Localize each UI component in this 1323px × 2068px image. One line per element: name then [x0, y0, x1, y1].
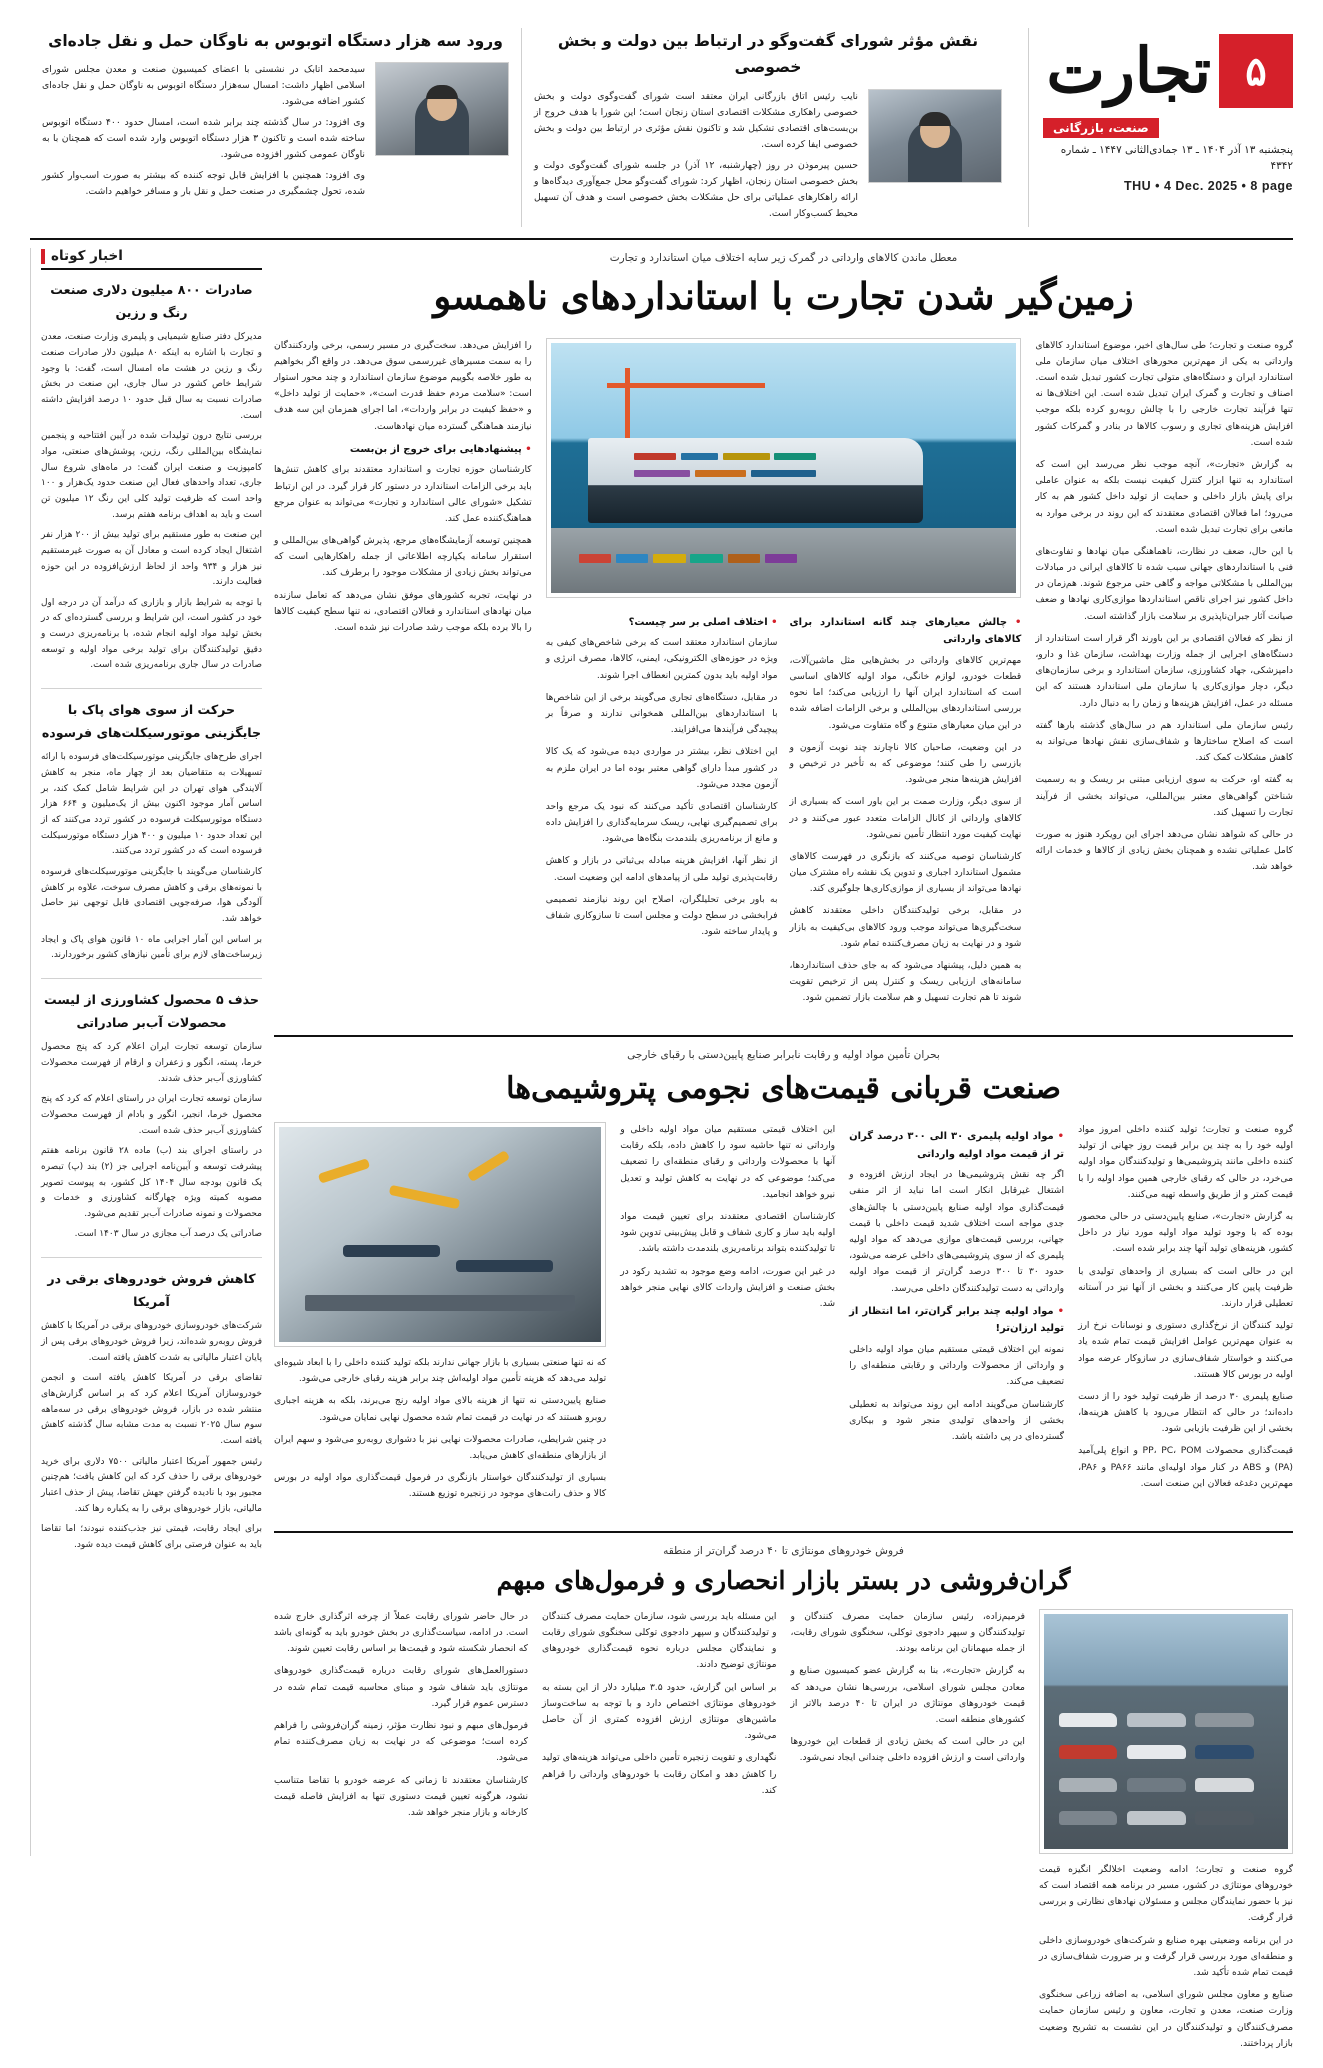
top-story-2-body: [534, 89, 1002, 227]
paragraph: گروه صنعت و تجارت؛ تولید کننده داخلی امروز مواد اولیه خود را به چند ین برابر قیمت روز جهانی از تولید کننده داخلی مانند پتروشیمی‌ها و تولیدکنندگان مواد اولیه می‌خرد، در حالی که رقبای خارجی همین مواد اولیه را با قیمت کمتر و از طریق واسطه تهیه می‌کنند.: [1078, 1124, 1293, 1200]
paragraph: وی افزود: در سال گذشته چند برابر شده است، امسال حدود ۴۰۰ دستگاه اتوبوس ساخته شده است و تاکنون ۳ هزار دستگاه اتوبوس وارد شده است که همچنان با به ناوگان عمومی کشور افزوده می‌شود.: [42, 117, 366, 161]
subhead: • چالش معیارهای چند گانه استاندارد برای کالاهای وارداتی: [790, 614, 1022, 649]
paragraph: در این وضعیت، صاحبان کالا ناچارند چند نوبت آزمون و بازرسی را طی کنند؛ موضوعی که به تأخیر در ترخیص و افزایش هزینه‌ها منجر می‌شود.: [789, 741, 1022, 786]
paragraph: از نظر آنها، افزایش هزینه مبادله بی‌ثباتی در بازار و کاهش رقابت‌پذیری تولید ملی از پیامدهای ادامه این وضعیت است.: [545, 855, 778, 883]
paragraph: به همین دلیل، پیشنهاد می‌شود که به جای حذف استانداردها، سامانه‌های ارزیابی ریسک و کنترل پس از ترخیص تقویت شوند تا هم تجارت تسهیل و هم سلامت بازار تضمین شود.: [789, 960, 1022, 1004]
brief-item[interactable]: [41, 699, 262, 964]
article-lead-kicker: معطل ماندن کالاهای وارداتی در گمرک زیر سایه اختلاف میان استاندارد و تجارت: [609, 252, 958, 264]
paragraph: به باور برخی تحلیلگران، اصلاح این روند نیازمند تصمیمی فرابخشی در سطح دولت و مجلس است تا سازوکاری شفاف و پایدار ساخته شود.: [545, 893, 778, 938]
top-story-2-title: نقش مؤثر شورای گفت‌وگو در ارتباط بین دولت و بخش خصوصی: [557, 32, 979, 77]
dateline-fa: پنجشنبه ۱۳ آذر ۱۴۰۴ ـ ۱۳ جمادی‌الثانی ۱۴۴۷ ـ شماره ۴۳۴۲: [1060, 144, 1293, 172]
paragraph: گروه صنعت و تجارت؛ طی سال‌های اخیر، موضوع استاندارد کالاهای وارداتی به یکی از مهم‌ترین محورهای اختلاف میان سازمان ملی استاندارد ایران و دستگاه‌های متولی تجارت کشور تبدیل شده است. اصناف و تجارت و گمرک ایران تبدیل شده است. این اختلاف‌ها نه تنها فرآیند تجارت خارجی را با چالش روبه‌رو کرده بلکه موجب افزایش هزینه‌های تجاری و رسوب کالاها در بنادر و گمرکات کشور شده است.: [1035, 339, 1293, 448]
article-3-headline: گران‌فروشی در بستر بازار انحصاری و فرمول‌های مبهم: [496, 1565, 1071, 1595]
column-center: [546, 338, 1022, 1013]
paragraph: در چنین شرایطی، صادرات محصولات نهایی نیز با دشواری روبه‌رو می‌شود و سهم ایران از بازارهای منطقه‌ای کاهش می‌یابد.: [274, 1433, 607, 1462]
paragraph: این در حالی است که بخش زیادی از قطعات این خودروها وارداتی است و ارزش افزوده داخلی چندانی ایجاد نمی‌شود.: [790, 1736, 1025, 1764]
masthead-rule: [30, 238, 1293, 240]
top-story-2-photo: [868, 89, 1002, 183]
article-divider: [274, 1035, 1293, 1037]
paragraph: اجرای طرح‌های جایگزینی موتورسیکلت‌های فرسوده با ارائه تسهیلات به متقاضیان بعد از چهار ماه، منجر به کاهش آلایندگی هوای تهران در این شرایط شامل کمک کند، بر اساس آمار موجود اکنون بیش از یک‌میلیون و ۶۶۴ هزار دستگاه موتورسیکلت فرسوده در کشور تردد می‌کنند که از این تعداد حدود ۱۰ میلیون و ۴۰۰ هزار دستگاه موتورسیکلت فرسوده است که در کشور تردد می‌کنند.: [41, 752, 262, 857]
top-story-1[interactable]: [30, 28, 522, 227]
paragraph: در غیر این صورت، ادامه وضع موجود به تشدید رکود در بخش صنعت و افزایش واردات کالای نهایی منجر خواهد شد.: [620, 1265, 836, 1309]
column-1: [1035, 338, 1293, 1013]
column-1: [1039, 1609, 1293, 2058]
article-3-figure: [1039, 1609, 1293, 1854]
top-story-1-title: ورود سه هزار دستگاه اتوبوس به ناوگان حمل و نقل جاده‌ای: [48, 32, 503, 50]
paragraph: نایب رئیس اتاق بازرگانی ایران معتقد است شورای گفت‌وگوی دولت و بخش خصوصی راهکاری مشکلات اقتصادی استان زنجان است؛ این شورا با هدف خروج از بن‌بست‌های اقتصادی تشکیل شد و تاکنون نقش مؤثری در ارتباط بین دولت و بخش خصوصی ایفا کرده است.: [534, 90, 858, 150]
brand-subrow: [1043, 118, 1293, 138]
paragraph: کارشناسان می‌گویند ادامه این روند می‌تواند به تعطیلی بخشی از واحدهای تولیدی منجر شود و بیکاری گسترده‌ای در پی داشته باشد.: [849, 1398, 1065, 1442]
paragraph: این اختلاف قیمتی مستقیم میان مواد اولیه داخلی و وارداتی نه تنها حاشیه سود را کاهش داده، بلکه رقابت آنها با محصولات وارداتی و رقبای منطقه‌ای را تضعیف می‌کند؛ موضوعی که در نهایت به کاهش تولید و تعدیل نیرو خواهد انجامید.: [620, 1124, 836, 1200]
paragraph: صنایع پلیمری ۳۰ درصد از ظرفیت تولید خود را از دست داده‌اند؛ در حالی که انتظار می‌رود با کاهش هزینه‌ها، بخشی از این ظرفیت بازیابی شود.: [1078, 1390, 1294, 1435]
article-petrochemical[interactable]: [274, 1049, 1293, 1519]
paragraph: کارشناسان حوزه تجارت و استاندارد معتقدند برای کاهش تنش‌ها باید برخی الزامات استاندارد در دستور کار قرار گیرد. در این ارتباط تشکیل «شورای عالی استاندارد و تجارت» می‌تواند به عنوان مرجع هماهنگ‌کننده عمل کند.: [274, 464, 532, 524]
paragraph: سازمان توسعه تجارت ایران اعلام کرد که پنج محصول خرما، پسته، انگور و زعفران و ارقام از فهرست محصولات کشاورزی آب‌بر حذف شدند.: [41, 1042, 262, 1084]
article-2-kicker: بحران تأمین مواد اولیه و رقابت نابرابر صنایع پایین‌دستی با رقبای خارجی: [627, 1048, 940, 1061]
paragraph: مدیرکل دفتر صنایع شیمیایی و پلیمری وزارت صنعت، معدن و تجارت با اشاره به اینکه ۸۰ میلیون دلار صادرات صنعت رنگ و رزین در هشت ماه امسال است، گفت: با وجود شرایط خاص کشور در سال جاری، این صنعت در بخش صادرات نسبت به سال قبل حدود ۱۰ درصد افزایش داشته است.: [41, 332, 262, 421]
paragraph: را افزایش می‌دهد. سخت‌گیری در مسیر رسمی، برخی واردکنندگان را به سمت مسیرهای غیررسمی سوق می‌دهد. در واقع اگر بخواهیم به طور خلاصه بگوییم موضوع سازمان استاندارد و چند محور استوار است: «سلامت مردم حفظ قدرت است»، «حمایت از تولید داخل» و «حفظ کیفیت در برابر واردات»، اما اجرای همزمان این سه هدف نیازمند هماهنگی گسترده میان نهادهاست.: [274, 339, 532, 432]
top-story-1-photo: [375, 62, 509, 156]
subhead: • اختلاف اصلی بر سر چیست؟: [546, 614, 778, 632]
page-number: ۵: [1219, 34, 1293, 108]
subhead: • مواد اولیه پلیمری ۳۰ الی ۳۰۰ درصد گران تر از قیمت مواد اولیه وارداتی: [849, 1128, 1064, 1163]
article-3-columns: [274, 1609, 1293, 2058]
column-2: [791, 1609, 1025, 2058]
paragraph: برای ایجاد رقابت، قیمتی نیز جذب‌کننده نبودند؛ اما تقاضا باید به عنوان فرصتی برای کاهش قیمت دیده شود.: [41, 1524, 262, 1550]
brief-title: حذف ۵ محصول کشاورزی از لیست محصولات آب‌بر صادراتی: [43, 991, 260, 1030]
paragraph: که نه تنها صنعتی بسیاری با بازار جهانی ندارند بلکه تولید کننده داخلی را با ابعاد شیوه‌ای تولید می‌دهد که هزینه تأمین مواد اولیه‌اش چند برابر هزینه رقبای خارجی می‌شود.: [274, 1357, 607, 1385]
content-area: [262, 248, 1294, 2049]
article-lead[interactable]: [274, 252, 1293, 1023]
paragraph: مهم‌ترین کالاهای وارداتی در بخش‌هایی مثل ماشین‌آلات، قطعات خودرو، لوازم خانگی، مواد اولیه کالاهای اساسی است که استاندارد ایران آنها را ارزیابی می‌کند؛ اما نحوه بررسی استانداردهای بین‌المللی و برخی الزامات اضافه شده در این میان معیارهای متنوع و گاه متفاوت می‌شود.: [789, 654, 1022, 731]
paragraph: وی افزود: همچنین با افزایش قابل توجه کننده که بیشتر به صورت اسب‌وار کشور شده، تحول چشمگیری در صنعت حمل و نقل بار و مسافر خواهیم داشت.: [42, 170, 365, 198]
column-3: [620, 1122, 835, 1509]
paragraph: کارشناسان توصیه می‌کنند که بازنگری در فهرست کالاهای مشمول استاندارد اجباری و تدوین یک نقشه راه مشترک میان نهادها می‌تواند از بسیاری از موازی‌کاری‌ها جلوگیری کند.: [789, 850, 1022, 895]
paragraph: در این برنامه وضعیتی بهره صنایع و شرکت‌های خودروسازی داخلی و منطقه‌ای مورد بررسی قرار گرفت و بر ضرورت شفاف‌سازی در قیمت تمام شده تأکید شد.: [1038, 1934, 1293, 1978]
article-cars[interactable]: [274, 1545, 1293, 2068]
paragraph: این مسئله باید بررسی شود، سازمان حمایت مصرف کنندگان و تولیدکنندگان و سپهر دادجوی توکلی سخنگوی شورای رقابت و نمایندگان مجلس درباره نحوه قیمت‌گذاری خودروهای مونتاژی توضیح دادند.: [542, 1610, 777, 1671]
paragraph: از نظر که فعالان اقتصادی بر این باورند اگر قرار است استاندارد از دستگاه‌های اجرایی از جمله وزارت بهداشت، سازمان غذا و دارو، دامپزشکی، جهاد کشاورزی، سازمان استاندارد و برخی سازمان‌های دیگر، دچار موازی‌کاری یا سازمان ملی استاندارد هستند که این مسئله در عمل، افزایش هزینه‌ها و زمان را به دنبال دارد.: [1035, 632, 1293, 709]
brand-block: [1043, 28, 1293, 195]
paragraph: این اختلاف نظر، بیشتر در مواردی دیده می‌شود که یک کالا در کشور مبدأ دارای گواهی معتبر بوده اما در ایران ملزم به آزمون مجدد می‌شود.: [545, 746, 778, 790]
brief-divider: [41, 978, 262, 979]
paragraph: رئیس سازمان ملی استاندارد هم در سال‌های گذشته بارها گفته است که اصلاح ساختارها و شفاف‌سازی نقش نهادها می‌تواند به کاهش مشکلات کمک کند.: [1035, 719, 1293, 764]
paragraph: فرمول‌های مبهم و نبود نظارت مؤثر، زمینه گران‌فروشی را فراهم کرده است؛ موضوعی که در نهایت به زیان مصرف‌کننده تمام می‌شود.: [274, 1719, 529, 1764]
column-2: [790, 608, 1022, 1013]
subhead: • پیشنهادهایی برای خروج از بن‌بست: [274, 441, 532, 459]
top-stories: [30, 28, 1029, 227]
subhead: • مواد اولیه چند برابر گران‌تر، اما انتظار از تولید ارزان‌تر!: [849, 1303, 1064, 1338]
paragraph: اگر چه نقش پتروشیمی‌ها در ایجاد ارزش افزوده و اشتغال غیرقابل انکار است اما نباید از اثر منفی قیمت‌گذاری مواد اولیه صنایع پایین‌دستی با چالش‌های جدی مواجه است اختلاف شدید قیمت داخلی با قیمت جهانی، بررسی قیمت‌های موازی می‌دهد که مواد اولیه پلیمری که از سوی پتروشیمی‌های داخلی عرضه می‌شود، حدود ۳۰ تا ۳۰۰ درصد گران‌تر از قیمت مواد اولیه وارداتی به دست تولیدکنندگان داخلی می‌رسد.: [849, 1169, 1065, 1294]
column-3: [542, 1609, 776, 2058]
paragraph: قیمت‌گذاری محصولات PP، PC، POM و انواع پلی‌آمید (PA) و ABS در کنار مواد اولیه‌ای مانند PA۶۶ و PA۶، مهم‌ترین دغدغه فعالان این صنعت است.: [1078, 1445, 1293, 1489]
paragraph: به گزارش «تجارت»، بنا به گزارش عضو کمیسیون صنایع و معادن مجلس شورای اسلامی، بررسی‌ها نشان می‌دهد که قیمت خودروهای مونتاژی در ایران تا ۴۰ درصد بالاتر از کشورهای منطقه است.: [790, 1665, 1025, 1725]
paragraph: بررسی نتایج درون تولیدات شده در آیین افتتاحیه و پنجمین نمایشگاه بین‌المللی رنگ، رزین، پوشش‌های صنعتی، مواد کامپوزیت و صنعت ایران گفت: در ماه‌های شروع سال جاری، تعداد واحدهای فعال این صنعت حدود یک‌هزار و ۱۰۰ واحد است که ظرفیت تولید کلی این رنگ ۱۲ میلیون تن است و باید به اهداف برنامه هفتم برسد.: [41, 431, 262, 520]
paragraph: در نهایت، تجربه کشورهای موفق نشان می‌دهد که تعامل سازنده میان نهادهای استاندارد و فعالان اقتصادی، نه تنها سطح کیفیت کالاها را بالا برده بلکه موجب رشد صادرات نیز شده است.: [274, 589, 532, 634]
paragraph: در مقابل، دستگاه‌های تجاری می‌گویند برخی از این شاخص‌ها با استانداردهای بین‌المللی همخوانی ندارند و صرفاً بر پیچیدگی فرآیندها می‌افزایند.: [545, 691, 778, 736]
paragraph: سازمان توسعه تجارت ایران در راستای اعلام که کرد که پنج محصول خرما، انجیر، انگور و بادام از فهرست محصولات کشاورزی آب‌بر حذف شده است.: [41, 1094, 262, 1136]
paragraph: نمونه این اختلاف قیمتی مستقیم میان مواد اولیه داخلی و وارداتی از محصولات وارداتی و رقابتی منطقه‌ای را تضعیف می‌کند.: [849, 1343, 1065, 1388]
paragraph: رئیس جمهور آمریکا اعتبار مالیاتی ۷۵۰۰ دلاری برای خرید خودروهای برقی را حذف کرد که این کاهش یافت؛ هم‌چنین مجبور بود با نادیده گرفتن جهش تقاضا، پیش از حذف اعتبار مالیاتی، بازار خودروهای برقی را به یکباره رها کند.: [41, 1456, 263, 1514]
paragraph: نگهداری و تقویت زنجیره تأمین داخلی می‌تواند هزینه‌های تولید را کاهش دهد و امکان رقابت با خودروهای وارداتی را فراهم کند.: [542, 1752, 777, 1796]
paragraph: فرمیم‌زاده، رئیس سازمان حمایت مصرف کنندگان و تولیدکنندگان و سپهر دادجوی توکلی، سخنگوی شورای رقابت، از جمله میهمانان این برنامه بودند.: [790, 1610, 1025, 1655]
column-4: [274, 1609, 528, 2058]
article-lead-columns: [274, 338, 1293, 1013]
brief-item[interactable]: [41, 1268, 262, 1554]
article-lead-headline: زمین‌گیر شدن تجارت با استانداردهای ناهمسو: [433, 274, 1134, 318]
paragraph: در حالی که شواهد نشان می‌دهد اجرای این رویکرد هنوز به صورت کامل عملیاتی نشده و همچنان بخش زیادی از کالاها و خدمات ارائه خواهد شد.: [1035, 828, 1293, 873]
article-divider: [274, 1531, 1293, 1533]
paragraph: سیدمحمد اتابک در نشستی با اعضای کمیسیون صنعت و معدن مجلس شورای اسلامی اظهار داشت: امسال سه‌هزار دستگاه اتوبوس به ناوگان حمل و نقل جاده‌ای کشور اضافه می‌شود.: [42, 64, 365, 108]
article-2-headline: صنعت قربانی قیمت‌های نجومی پتروشیمی‌ها: [506, 1070, 1061, 1106]
paragraph: حسین پیرموذن در روز (چهارشنبه، ۱۲ آذر) در جلسه شورای گفت‌وگوی دولت و بخش خصوصی استان زنجان، اظهار کرد: شورای گفت‌وگو محل جمع‌آوری دیدگاه‌ها و ارائه راهکارهای عملیاتی برای حل مشکلات بخش خصوصی است و هدف آن تسهیل محیط کسب‌وکار است.: [534, 159, 859, 219]
paragraph: صادراتی یک درصد آب مجازی در سال ۱۴۰۳ است.: [74, 1229, 262, 1240]
column-2: [849, 1122, 1064, 1509]
paragraph: در مقابل، برخی تولیدکنندگان داخلی معتقدند کاهش سخت‌گیری‌ها می‌تواند موجب ورود کالاهای بی‌کیفیت به بازار شود و در نهایت به زیان مصرف‌کننده تمام شود.: [789, 905, 1022, 949]
top-story-1-text: [42, 62, 365, 205]
masthead: [30, 28, 1293, 228]
paragraph: بر اساس این آمار اجرایی ماه ۱۰ قانون هوای پاک و ایجاد زیرساخت‌های لازم برای تأمین نیازهای کشور برخوردارند.: [41, 934, 262, 961]
paragraph: تولید کنندگان از نرخ‌گذاری دستوری و نوسانات نرخ ارز به عنوان مهم‌ترین عوامل افزایش قیمت تمام شده یاد می‌کنند و خواستار شفاف‌سازی در سازوکار عرضه مواد اولیه در بورس کالا هستند.: [1078, 1320, 1293, 1380]
paragraph: به گزارش «تجارت»، آنچه موجب نظر می‌رسد این است که استاندارد به تنها ابزار کنترل کیفیت نیست بلکه به عنوان عاملی برای پایش بازار داخلی و حمایت از تولید داخل کشور هم به کار می‌رود؛ اما فعالان اقتصادی معتقدند که این روند در برخی موارد به مانعی برای تجارت تبدیل شده است.: [1035, 458, 1293, 535]
paragraph: گروه صنعت و تجارت؛ ادامه وضعیت اخلالگر انگیزه قیمت خودروهای مونتاژی در کشور، مسیر در برنامه همه اقتصاد است که نیز با حضور نمایندگان مجلس و مسئولان نهادهای نظارتی و بررسی قرار گرفت.: [1038, 1863, 1293, 1924]
paragraph: صنایع پایین‌دستی نه تنها از هزینه بالای مواد اولیه رنج می‌برند، بلکه به هزینه اجباری روبرو هستند که در نهایت در قیمت تمام شده محصول نهایی نمایان می‌شود.: [274, 1395, 607, 1423]
port-photo: [551, 343, 1017, 593]
publication-logo: تجارت: [1046, 34, 1211, 107]
column-4: [274, 338, 532, 1013]
paragraph: بر اساس این گزارش، حدود ۳.۵ میلیارد دلار از این بسته به خودروهای مونتاژی اختصاص دارد و با توجه به ساخت‌وساز ماشین‌های مونتاژی ارزش افزوده کمتری از آن حاصل می‌شود.: [542, 1681, 777, 1742]
paragraph: به گزارش «تجارت»، صنایع پایین‌دستی در حالی محصور بوده که با وجود تولید مواد اولیه مورد نیاز در داخل کشور، هزینه‌های تولید آنها چند برابر شده است.: [1078, 1211, 1293, 1255]
paragraph: با این حال، ضعف در نظارت، ناهماهنگی میان نهادها و تفاوت‌های فنی با استانداردهای جهانی سبب شده تا کالاهای ایرانی در مبادلات بین‌المللی با مشکلاتی مواجه و گاهی حتی مرجوع شوند. هم‌زمان در داخل کشور نیز اجرای ناقص استانداردها موازی‌کاری نهادها و ضعف صیانت آثار جبران‌ناپذیری بر سلامت بازار گذاشته است.: [1035, 545, 1293, 622]
paragraph: این صنعت به طور مستقیم برای تولید بیش از ۲۰۰ هزار نفر اشتغال ایجاد کرده است و معادل آن به صورت غیرمستقیم نیز هزار و ۹۳۴ واحد از لحاظ ارزش‌افزوده در این حوزه فعالیت دارند.: [41, 530, 262, 588]
paragraph: به گفته او، حرکت به سوی ارزیابی مبتنی بر ریسک و به رسمیت شناختن گواهی‌های معتبر بین‌المللی، می‌تواند بخشی از فرآیند تجارت را تسهیل کند.: [1035, 774, 1293, 818]
accent-bar-icon: [41, 249, 45, 264]
top-story-2-text: [534, 89, 858, 227]
paragraph: تقاضای برقی در آمریکا کاهش یافته است و انجمن خودروسازان آمریکا اعلام کرد که بر اساس گزارش‌های منتشر شده در بازار، فروش خودروهای برقی در سه‌ماهه سوم سال ۲۰۲۵ نسبت به مدت مشابه سال گذشته کاهش یافته است.: [41, 1373, 263, 1447]
car-lot-photo: [1044, 1614, 1288, 1849]
rail-title: اخبار کوتاه: [51, 248, 123, 264]
column-1: [1078, 1122, 1293, 1509]
paragraph: همچنین توسعه آزمایشگاه‌های مرجع، پذیرش گواهی‌های بین‌المللی و استقرار سامانه یکپارچه اطلاعاتی از جمله راهکارهایی است که می‌تواند بخش زیادی از مشکلات موجود را برطرف کند.: [274, 535, 532, 579]
article-2-columns: [274, 1122, 1293, 1509]
paragraph: در راستای اجرای بند (ب) ماده ۲۸ قانون برنامه هفتم پیشرفت توسعه و آیین‌نامه اجرایی جز (۲) بند (پ) تبصره یک قانون بودجه سال ۱۴۰۴ کل کشور، به پیوست تصویر مصوبه کمیته ویژه چهارگانه کشاورزی و خدمات و محصولات و نمونه صادرات آب‌بر تقدیم می‌شود.: [41, 1146, 262, 1219]
paragraph: شرکت‌های خودروسازی خودروهای برقی در آمریکا با کاهش فروش روبه‌رو شده‌اند، زیرا فروش خودروهای برقی پس از پایان اعتبار مالیاتی به شدت کاهش یافته است.: [41, 1321, 262, 1363]
rail-header: [41, 248, 262, 270]
paragraph: در حال حاضر شورای رقابت عملاً از چرخه اثرگذاری خارج شده است. در ادامه، سیاست‌گذاری در بخش خودرو باید به گونه‌ای باشد که انحصار شکسته شود و قیمت‌ها بر اساس رقابت تعیین شوند.: [274, 1610, 529, 1655]
article-3-kicker: فروش خودروهای مونتاژی تا ۴۰ درصد گران‌تر از منطقه: [663, 1544, 904, 1557]
section-badge: صنعت، بازرگانی: [1043, 118, 1159, 138]
paragraph: این در حالی است که بسیاری از واحدهای تولیدی با ظرفیت پایین کار می‌کنند و بخشی از آنها نیز در آستانه تعطیلی قرار دارند.: [1078, 1265, 1293, 1309]
top-story-2[interactable]: [522, 28, 1014, 227]
paragraph: صنایع و معاون مجلس شورای اسلامی، به اضافه زراعی سخنگوی وزارت صنعت، معدن و تجارت، معاون و رئیس سازمان حمایت مصرف‌کنندگان و تولیدکنندگان در این نشست به تشریح وضعیت بازار پرداختند.: [1038, 1989, 1293, 2049]
brief-item[interactable]: [41, 279, 262, 674]
short-news-rail: [30, 248, 262, 1856]
brand-row: [1043, 28, 1293, 114]
article-2-figure: [274, 1122, 606, 1347]
paragraph: کارشناسان اقتصادی معتقدند برای تعیین قیمت مواد اولیه باید ساز و کاری شفاف و قابل پیش‌بینی تدوین شود تا تولیدکننده بتواند برنامه‌ریزی بلندمدت داشته باشد.: [620, 1211, 836, 1255]
paragraph: کارشناسان معتقدند تا زمانی که عرضه خودرو با تقاضا متناسب نشود، هرگونه تعیین قیمت دستوری تنها به افزایش فاصله قیمت کارخانه و بازار منجر خواهد شد.: [274, 1774, 529, 1818]
brief-title: صادرات ۸۰۰ میلیون دلاری صنعت رنگ و رزین: [50, 282, 253, 320]
paragraph: دستورالعمل‌های شورای رقابت درباره قیمت‌گذاری خودروهای مونتاژی باید شفاف شود و مبنای محاسبه قیمت تمام شده در دسترس عموم قرار گیرد.: [274, 1665, 529, 1709]
center-subcolumns: [546, 608, 1022, 1013]
brief-divider: [41, 688, 262, 689]
column-3: [546, 608, 778, 1013]
dateline: [1043, 143, 1293, 195]
dateline-en: THU • 4 Dec. 2025 • 8 page: [1123, 178, 1293, 193]
brief-item[interactable]: [41, 989, 262, 1243]
article-lead-figure: [546, 338, 1022, 598]
brief-title: حرکت از سوی هوای پاک با جایگزینی موتورسیکلت‌های فرسوده: [41, 702, 262, 740]
paragraph: کارشناسان اقتصادی تأکید می‌کنند که نبود یک مرجع واحد برای تصمیم‌گیری نهایی، ریسک سرمایه‌گذاری را افزایش داده و مانع از برنامه‌ریزی بلندمدت بنگاه‌ها می‌شود.: [545, 800, 778, 845]
brief-divider: [41, 1257, 262, 1258]
paragraph: سازمان استاندارد معتقد است که برخی شاخص‌های کیفی به ویژه در حوزه‌های الکترونیکی، ایمنی، کالاها، مصرف انرژی و مواد اولیه باید بدون کمترین انعطاف اجرا شوند.: [545, 637, 778, 681]
paragraph: کارشناسان می‌گویند با جایگزینی موتورسیکلت‌های فرسوده با نمونه‌های برقی و کاهش مصرف سوخت، علاوه بر کاهش آلودگی هوا، صرفه‌جویی اقتصادی قابل توجهی نیز حاصل خواهد شد.: [41, 867, 262, 924]
paragraph: بسیاری از تولیدکنندگان خواستار بازنگری در فرمول قیمت‌گذاری مواد اولیه در بورس کالا و حذف رانت‌های موجود در زنجیره توزیع هستند.: [274, 1472, 607, 1500]
paragraph: با توجه به شرایط بازار و بازاری که درآمد آن در درجه اول خود در کشور است، این شرایط و بررسی گسترده‌ای که در بخش تولید مواد اولیه انجام شده، با برنامه‌ریزی درست و دقیق تولیدکنندگان برای تولید برخی مواد اولیه و توسعه صادرات در سال جاری برنامه‌ریزی شده است.: [41, 597, 262, 671]
column-4: [274, 1122, 606, 1509]
brief-title: کاهش فروش خودروهای برقی در آمریکا: [47, 1271, 256, 1309]
main-grid: [30, 248, 1294, 2049]
top-story-1-body: [42, 62, 509, 205]
factory-photo: [279, 1127, 601, 1342]
paragraph: از سوی دیگر، وزارت صمت بر این باور است که بسیاری از کالاهای وارداتی از کانال الزامات متعدد عبور می‌کنند و در نهایت کیفیت مورد انتظار تأمین نمی‌شود.: [789, 796, 1022, 840]
